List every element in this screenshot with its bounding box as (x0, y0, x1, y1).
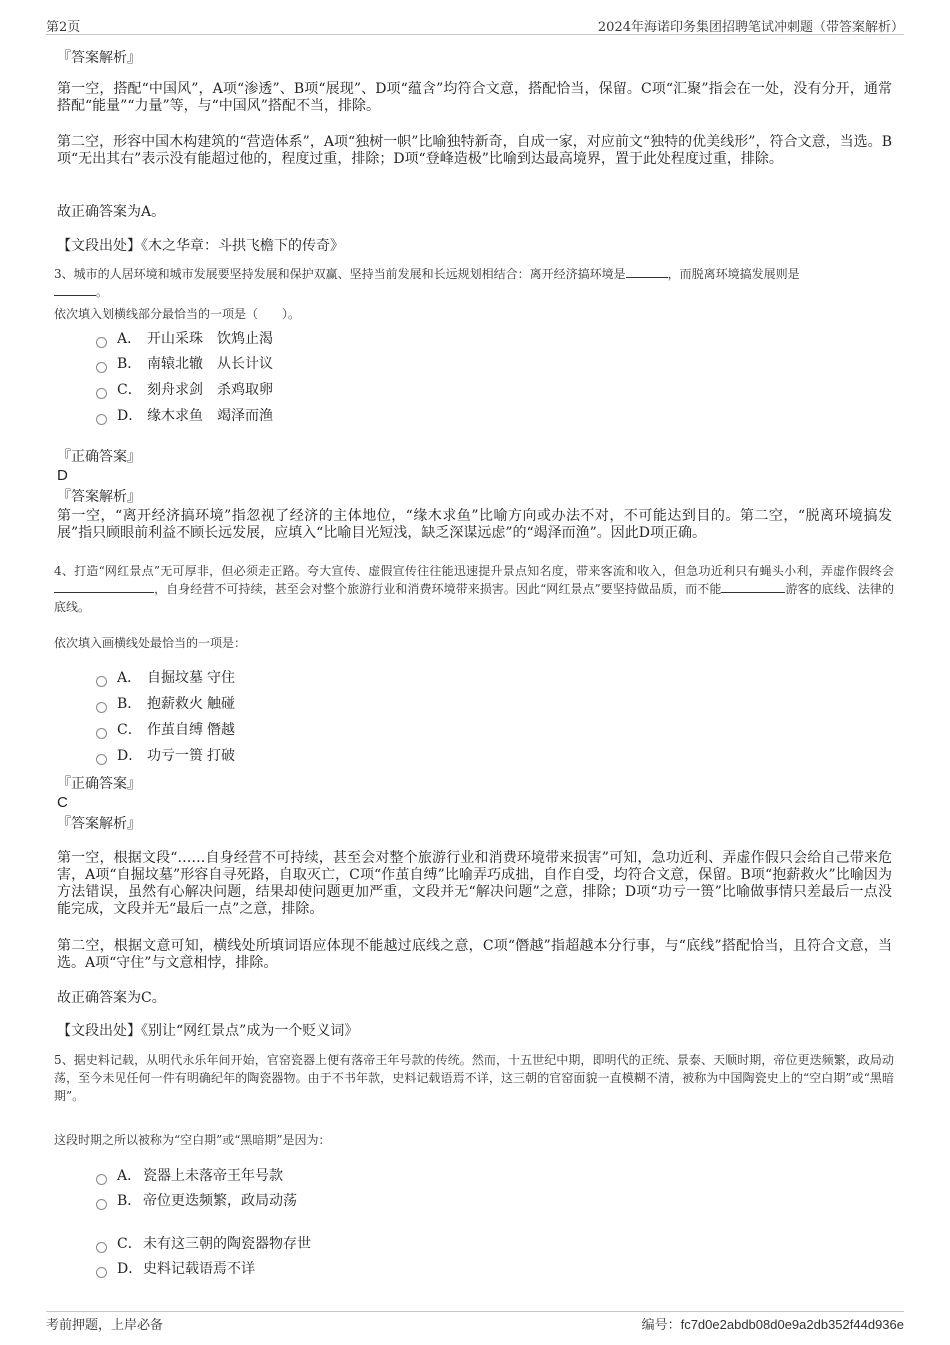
option-d[interactable] (96, 1261, 255, 1278)
option-text: 开山采珠 (147, 331, 203, 347)
option-key: D． (117, 748, 143, 764)
option-text: 帝位更迭频繁，政局动荡 (143, 1193, 297, 1209)
option-text: 抱薪救火 (147, 696, 203, 712)
conclusion: 故正确答案为C。 (57, 990, 166, 1006)
option-key: C． (117, 382, 142, 398)
stem-part: 3、城市的人居环境和城市发展要坚持发展和保护双赢、坚持当前发展和长远规划相结合：离开经济搞环境是 (54, 267, 626, 281)
option-key: B． (117, 696, 142, 712)
option-key: B． (117, 356, 142, 372)
footer-slogan: 考前押题，上岸必备 (46, 1318, 164, 1333)
code-label: 编号： (641, 1318, 681, 1333)
option-d[interactable] (96, 408, 273, 425)
correct-answer-label: 『正确答案』 (57, 776, 141, 792)
option-text: 守住 (207, 670, 235, 686)
option-key: C． (117, 1236, 142, 1252)
footer-rule (46, 1311, 904, 1312)
question-prompt: 依次填入画横线处最恰当的一项是： (54, 636, 247, 650)
option-c[interactable] (96, 382, 273, 399)
option-text: 瓷器上未落帝王年号款 (143, 1168, 283, 1184)
option-text: 史料记载语焉不详 (143, 1261, 255, 1277)
option-text: 刻舟求剑 (147, 382, 203, 398)
source-citation: 【文段出处】《木之华章：斗拱飞檐下的传奇》 (57, 238, 344, 254)
correct-answer: D (57, 467, 68, 484)
option-text: 杀鸡取卵 (217, 382, 273, 398)
option-key: A． (117, 331, 142, 347)
stem-part: 。 (96, 285, 109, 299)
option-text: 缘木求鱼 (147, 408, 203, 424)
radio-icon[interactable] (96, 1242, 107, 1253)
answer-blank (54, 283, 96, 296)
analysis-label: 『答案解析』 (57, 489, 141, 505)
answer-blank (721, 580, 785, 593)
radio-icon[interactable] (96, 702, 107, 713)
answer-blank (626, 265, 668, 278)
option-text: 僭越 (207, 722, 235, 738)
question-stem (54, 562, 894, 616)
analysis-paragraph: 第二空，根据文意可知，横线处所填词语应体现不能越过底线之意，C项“僭越”指超越本分行事，与“底线”搭配恰当，且符合文意，当选。A项“守住”与文意相悖，排除。 (57, 938, 892, 971)
option-a[interactable] (96, 1168, 283, 1185)
stem-part: ，自身经营不可持续，甚至会对整个旅游行业和消费环境带来损害。因此“网红景点”要坚持做品质，而不能 (154, 582, 722, 596)
option-text: 饮鸩止渴 (217, 331, 273, 347)
option-text: 从长计议 (217, 356, 273, 372)
option-a[interactable] (96, 331, 273, 348)
document-title: 2024年海诺印务集团招聘笔试冲刺题（带答案解析） (597, 20, 904, 35)
radio-icon[interactable] (96, 414, 107, 425)
option-key: B． (117, 1193, 142, 1209)
option-b[interactable] (96, 1193, 297, 1210)
option-key: D． (117, 1261, 143, 1277)
option-key: A． (117, 1168, 142, 1184)
radio-icon[interactable] (96, 362, 107, 373)
analysis-paragraph: 第一空，搭配“中国风”，A项“渗透”、B项“展现”、D项“蕴含”均符合文意，搭配恰当，保留。C项“汇聚”指会在一处，没有分开，通常搭配“能量”“力量”等，与“中国风”搭配不当，排除。 (57, 81, 892, 114)
option-text: 打破 (207, 748, 235, 764)
header-rule (46, 34, 904, 35)
page-number: 第2页 (46, 20, 81, 35)
correct-answer-label: 『正确答案』 (57, 449, 141, 465)
radio-icon[interactable] (96, 388, 107, 399)
stem-part: 4、打造“网红景点”无可厚非，但必须走正路。夸大宣传、虚假宣传往往能迅速提升景点知名度，带来客流和收入，但急功近利只有蝇头小利，弄虚作假终会 (54, 564, 894, 578)
radio-icon[interactable] (96, 337, 107, 348)
option-text: 南辕北辙 (147, 356, 203, 372)
option-text: 竭泽而渔 (217, 408, 273, 424)
question-prompt: 这段时期之所以被称为“空白期”或“黑暗期”是因为： (54, 1133, 331, 1147)
radio-icon[interactable] (96, 728, 107, 739)
option-b[interactable] (96, 356, 273, 373)
option-key: C． (117, 722, 142, 738)
option-text: 触碰 (207, 696, 235, 712)
analysis-paragraph: 第一空，根据文段“……自身经营不可持续，甚至会对整个旅游行业和消费环境带来损害”可知，急功近利、弄虚作假只会给自己带来危害，A项“自掘坟墓”形容自寻死路，自取灭亡，C项“作茧自缚”比喻弄巧成拙，自作自受，均符合文意，保留。B项“抱薪救火”比喻因为方法错误，虽然有心解决问题，结果却使问题更加严重，文段并无“解决问题”之意，排除；D项“功亏一篑”比喻做事情只差最后一点没能完成，文段并无“最后一点”之意，排除。 (57, 850, 892, 917)
option-a[interactable] (96, 670, 235, 687)
source-citation: 【文段出处】《别让“网红景点”成为一个贬义词》 (57, 1023, 359, 1039)
radio-icon[interactable] (96, 676, 107, 687)
correct-answer: C (57, 794, 68, 811)
footer-code (642, 1314, 904, 1333)
answer-blank (54, 580, 154, 593)
analysis-label: 『答案解析』 (57, 50, 141, 66)
radio-icon[interactable] (96, 1267, 107, 1278)
option-b[interactable] (96, 696, 235, 713)
option-d[interactable] (96, 748, 235, 765)
option-c[interactable] (96, 722, 235, 739)
option-key: A． (117, 670, 142, 686)
analysis-paragraph: 第二空，形容中国木构建筑的“营造体系”，A项“独树一帜”比喻独特新奇，自成一家，对应前文“独特的优美线形”，符合文意，当选。B项“无出其右”表示没有能超过他的，程度过重，排除；D项“登峰造极”比喻到达最高境界，置于此处程度过重，排除。 (57, 134, 892, 167)
option-key: D． (117, 408, 143, 424)
question-stem (54, 265, 894, 301)
analysis-label: 『答案解析』 (57, 816, 141, 832)
question-prompt: 依次填入划横线部分最恰当的一项是（ ）。 (54, 307, 301, 321)
document-code: fc7d0e2abdb08d0e9a2db352f44d936e (680, 1317, 904, 1332)
option-text: 未有这三朝的陶瓷器物存世 (143, 1236, 311, 1252)
option-text: 自掘坟墓 (147, 670, 203, 686)
question-stem: 5、据史料记载，从明代永乐年间开始，官窑瓷器上便有落帝王年号款的传统。然而，十五世纪中期，即明代的正统、景泰、天顺时期，帝位更迭频繁，政局动荡，至今未见任何一件有明确纪年的陶瓷器物。由于不书年款，史料记载语焉不详，这三朝的官窑面貌一直模糊不清，被称为中国陶瓷史上的“空白期”或“黑暗期”。 (54, 1053, 894, 1103)
option-c[interactable] (96, 1236, 311, 1253)
option-text: 作茧自缚 (147, 722, 203, 738)
radio-icon[interactable] (96, 754, 107, 765)
radio-icon[interactable] (96, 1174, 107, 1185)
option-text: 功亏一篑 (147, 748, 203, 764)
stem-part: ，而脱离环境搞发展则是 (667, 267, 800, 281)
conclusion: 故正确答案为A。 (57, 204, 166, 220)
radio-icon[interactable] (96, 1199, 107, 1210)
analysis-paragraph: 第一空，“离开经济搞环境”指忽视了经济的主体地位，“缘木求鱼”比喻方向或办法不对，不可能达到目的。第二空，“脱离环境搞发展”指只顾眼前利益不顾长远发展，应填入“比喻目光短浅，缺乏深谋远虑”的“竭泽而渔”。因此D项正确。 (57, 508, 892, 541)
stem-part: 游客的底线、法律的底线。 (54, 582, 894, 614)
